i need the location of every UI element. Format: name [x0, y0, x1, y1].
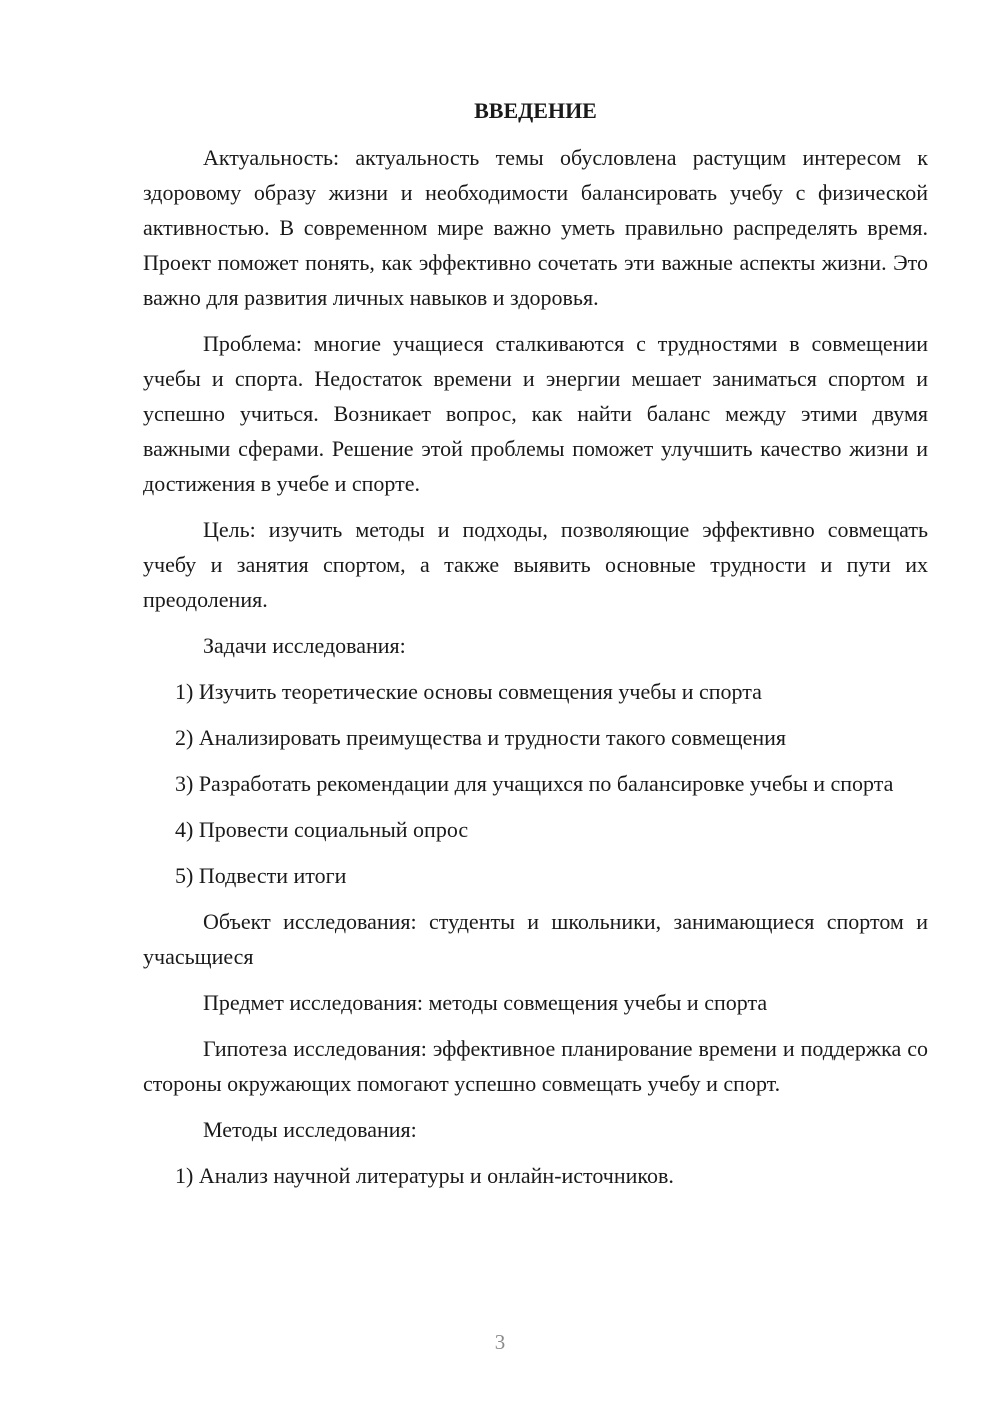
task-item-3: 3) Разработать рекомендации для учащихся по балансировке учебы и спорта [175, 771, 894, 796]
method-item-1: 1) Анализ научной литературы и онлайн-источников. [175, 1163, 674, 1188]
tasks-heading: Задачи исследования: [203, 633, 406, 658]
task-item-1: 1) Изучить теоретические основы совмещения учебы и спорта [175, 679, 762, 704]
task-item-5: 5) Подвести итоги [175, 863, 347, 888]
methods-heading: Методы исследования: [203, 1117, 417, 1142]
object-paragraph: Объект исследования: студенты и школьники, занимающиеся спортом и учасьщиеся [143, 909, 928, 969]
document-page [143, 95, 928, 1204]
problem-paragraph: Проблема: многие учащиеся сталкиваются с трудностями в совмещении учебы и спорта. Недостаток времени и энергии мешает заниматься спортом и успешно учиться. Возникает вопрос, как найти баланс между этими двумя важными сферами. Решение этой проблемы поможет улучшить качество жизни и достижения в учебе и спорте. [143, 331, 928, 496]
subject-paragraph: Предмет исследования: методы совмещения учебы и спорта [203, 990, 768, 1015]
hypothesis-paragraph: Гипотеза исследования: эффективное планирование времени и поддержка со стороны окружающих помогают успешно совмещать учебу и спорт. [143, 1036, 928, 1096]
task-item-2: 2) Анализировать преимущества и трудности такого совмещения [175, 725, 787, 750]
goal-paragraph: Цель: изучить методы и подходы, позволяющие эффективно совмещать учебу и занятия спортом, а также выявить основные трудности и пути их преодоления. [143, 517, 928, 612]
page-number: 3 [494, 1330, 506, 1354]
section-title: ВВЕДЕНИЕ [474, 98, 597, 123]
relevance-paragraph: Актуальность: актуальность темы обусловлена растущим интересом к здоровому образу жизни и необходимости балансировать учебу с физической активностью. В современном мире важно уметь правильно распределять время. Проект поможет понять, как эффективно сочетать эти важные аспекты жизни. Это важно для развития личных навыков и здоровья. [143, 145, 928, 310]
task-item-4: 4) Провести социальный опрос [175, 817, 469, 842]
